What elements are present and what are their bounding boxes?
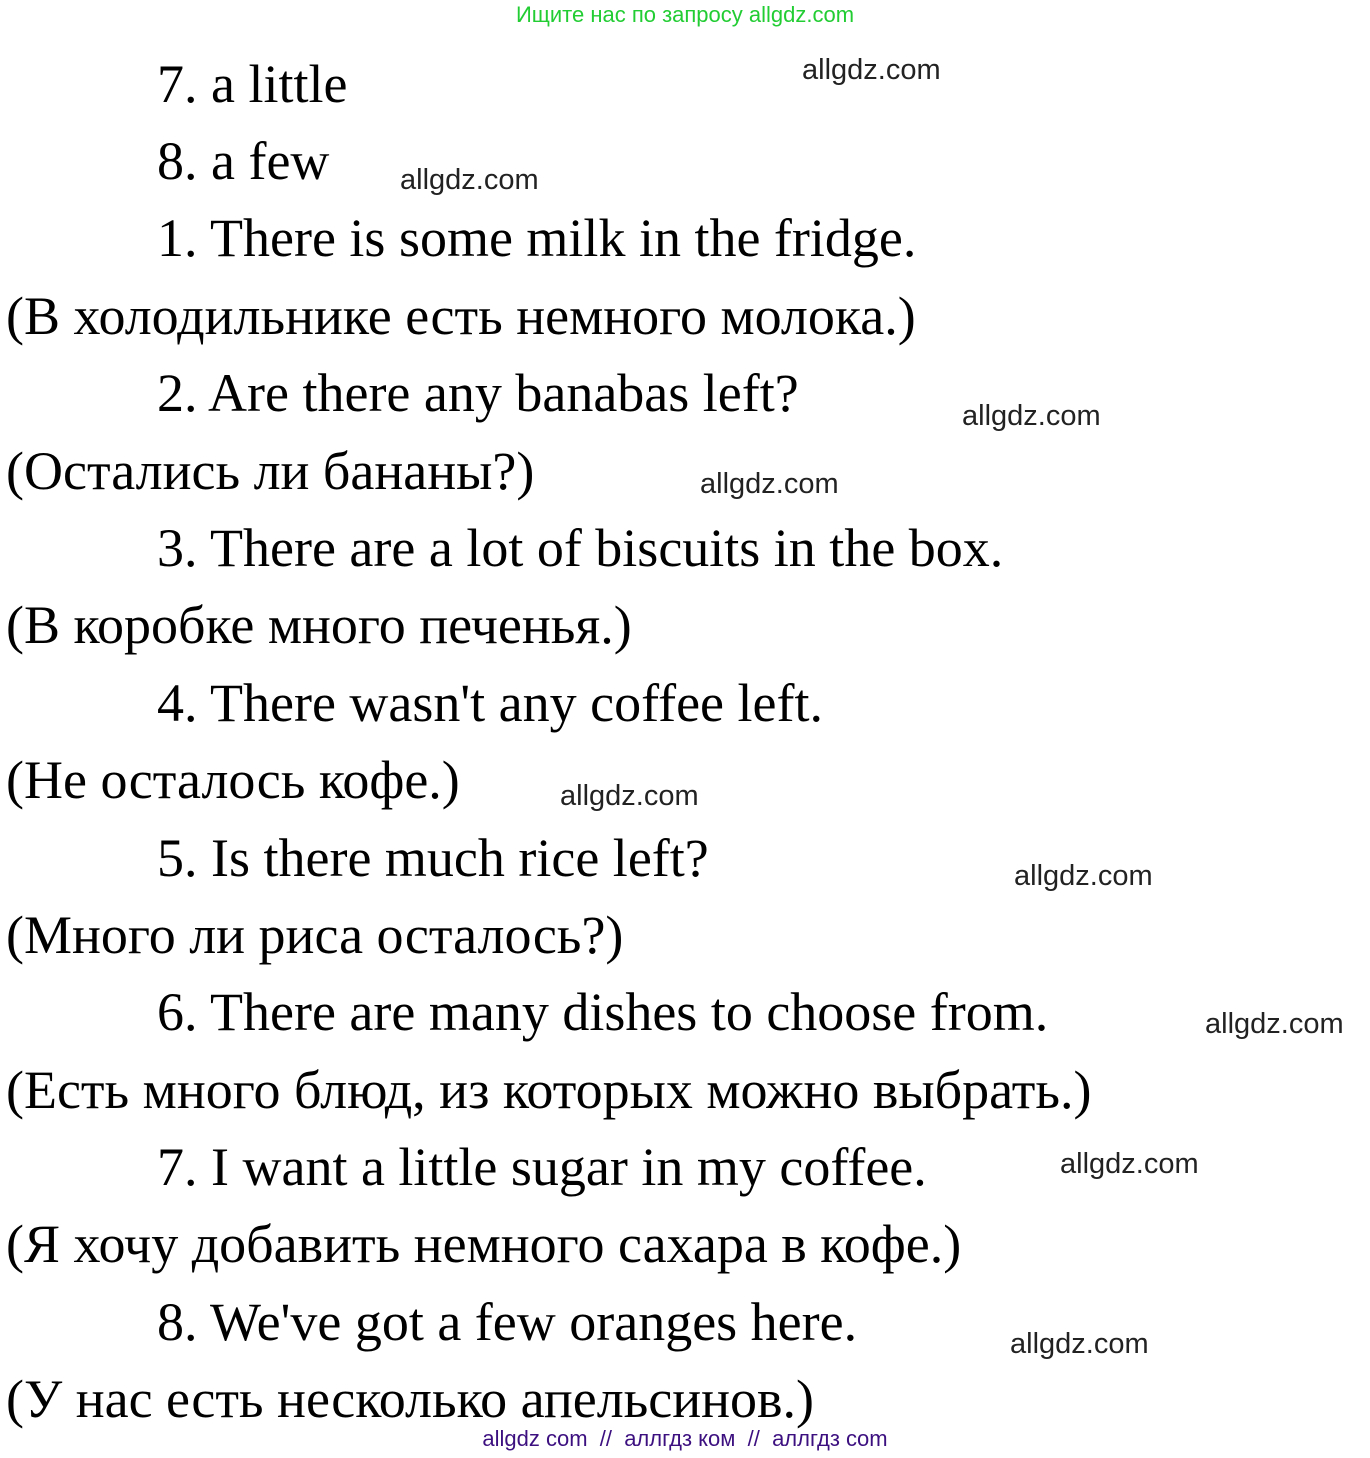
sentence-en: 6. There are many dishes to choose from. <box>157 982 1049 1043</box>
translation-ru: (Не осталось кофе.) <box>6 750 460 811</box>
sentence-en: 2. Are there any banabas left? <box>157 363 799 424</box>
footer-links: allgdz com // аллгдз ком // аллгдз com <box>482 1426 888 1451</box>
watermark: allgdz.com <box>700 468 839 500</box>
watermark: allgdz.com <box>1060 1148 1199 1180</box>
answer-text <box>0 40 1370 1433</box>
translation-ru: (Остались ли бананы?) <box>6 440 535 501</box>
translation-ru: (Я хочу добавить немного сахара в кофе.) <box>6 1214 962 1275</box>
sentence-en: 3. There are a lot of biscuits in the box. <box>157 517 1004 578</box>
sentence-en: 5. Is there much rice left? <box>157 827 709 888</box>
search-banner: Ищите нас по запросу allgdz.com <box>515 2 855 27</box>
translation-ru: (В холодильнике есть немного молока.) <box>6 285 916 346</box>
watermark: allgdz.com <box>400 164 539 196</box>
translation-ru: (В коробке много печенья.) <box>6 595 632 656</box>
sentence-en: 4. There wasn't any coffee left. <box>157 672 823 733</box>
watermark: allgdz.com <box>560 780 699 812</box>
translation-ru: (Много ли риса осталось?) <box>6 904 624 965</box>
watermark: allgdz.com <box>1205 1008 1344 1040</box>
watermark: allgdz.com <box>1010 1328 1149 1360</box>
sentence-en: 7. I want a little sugar in my coffee. <box>157 1137 927 1198</box>
watermark: allgdz.com <box>802 54 941 86</box>
answer-line: 7. a little <box>157 53 348 114</box>
translation-ru: (У нас есть несколько апельсинов.) <box>6 1369 815 1430</box>
translation-ru: (Есть много блюд, из которых можно выбрать.) <box>6 1059 1092 1120</box>
sentence-en: 1. There is some milk in the fridge. <box>157 208 917 269</box>
watermark: allgdz.com <box>962 400 1101 432</box>
sentence-en: 8. We've got a few oranges here. <box>157 1291 858 1352</box>
answer-line: 8. a few <box>157 131 330 191</box>
watermark: allgdz.com <box>1014 860 1153 892</box>
